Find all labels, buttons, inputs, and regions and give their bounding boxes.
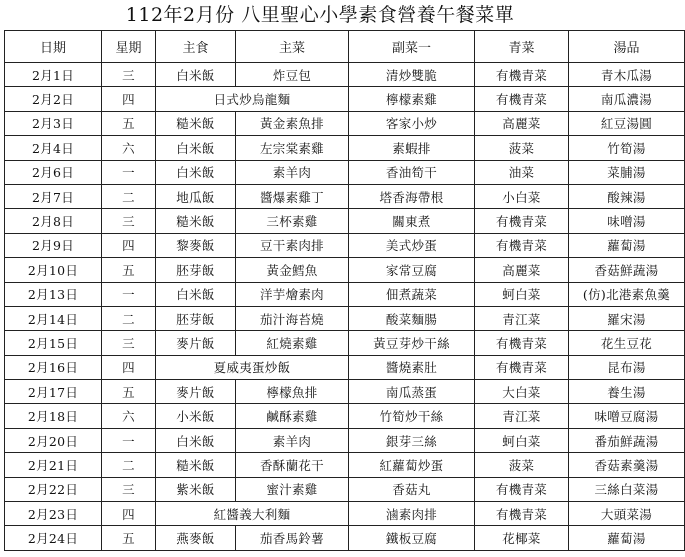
table-row <box>5 111 685 135</box>
soup-cell: 羅宋湯 <box>569 306 685 330</box>
soup-cell: (仿)北港素魚羹 <box>569 282 685 306</box>
table-row <box>5 184 685 208</box>
staple-cell: 胚芽飯 <box>156 258 236 282</box>
table-row <box>5 160 685 184</box>
table-row <box>5 209 685 233</box>
table-row <box>5 428 685 452</box>
header-row <box>5 31 685 63</box>
table-row <box>5 453 685 477</box>
date-cell: 2月4日 <box>5 136 102 160</box>
main-dish-cell: 紅燒素雞 <box>236 331 349 355</box>
vegetable-cell: 花椰菜 <box>475 526 569 550</box>
side-dish-cell: 銀芽三絲 <box>349 428 475 452</box>
staple-cell: 白米飯 <box>156 160 236 184</box>
table-row <box>5 233 685 257</box>
staple-cell: 小米飯 <box>156 404 236 428</box>
combined-meal-cell: 日式炒烏龍麵 <box>156 87 349 111</box>
side-dish-cell: 竹筍炒干絲 <box>349 404 475 428</box>
vegetable-cell: 有機青菜 <box>475 355 569 379</box>
weekday-cell: 五 <box>102 111 156 135</box>
date-cell: 2月9日 <box>5 233 102 257</box>
staple-cell: 胚芽飯 <box>156 306 236 330</box>
vegetable-cell: 青江菜 <box>475 404 569 428</box>
main-dish-cell: 醬爆素雞丁 <box>236 184 349 208</box>
table-row <box>5 502 685 526</box>
soup-cell: 菜脯湯 <box>569 160 685 184</box>
weekday-cell: 四 <box>102 233 156 257</box>
date-cell: 2月3日 <box>5 111 102 135</box>
weekday-cell: 四 <box>102 355 156 379</box>
vegetable-cell: 有機青菜 <box>475 63 569 87</box>
header-main-dish: 主菜 <box>236 31 349 63</box>
staple-cell: 燕麥飯 <box>156 526 236 550</box>
staple-cell: 麥片飯 <box>156 331 236 355</box>
side-dish-cell: 家常豆腐 <box>349 258 475 282</box>
vegetable-cell: 油菜 <box>475 160 569 184</box>
table-row <box>5 258 685 282</box>
staple-cell: 白米飯 <box>156 136 236 160</box>
weekday-cell: 二 <box>102 306 156 330</box>
vegetable-cell: 小白菜 <box>475 184 569 208</box>
main-dish-cell: 茄汁海苔燒 <box>236 306 349 330</box>
vegetable-cell: 有機青菜 <box>475 87 569 111</box>
weekday-cell: 一 <box>102 160 156 184</box>
table-row <box>5 63 685 87</box>
side-dish-cell: 客家小炒 <box>349 111 475 135</box>
date-cell: 2月13日 <box>5 282 102 306</box>
date-cell: 2月14日 <box>5 306 102 330</box>
soup-cell: 青木瓜湯 <box>569 63 685 87</box>
main-dish-cell: 三杯素雞 <box>236 209 349 233</box>
soup-cell: 三絲白菜湯 <box>569 477 685 501</box>
date-cell: 2月1日 <box>5 63 102 87</box>
weekday-cell: 二 <box>102 453 156 477</box>
vegetable-cell: 高麗菜 <box>475 258 569 282</box>
side-dish-cell: 醬燒素肚 <box>349 355 475 379</box>
side-dish-cell: 塔香海帶根 <box>349 184 475 208</box>
table-row <box>5 87 685 111</box>
soup-cell: 南瓜濃湯 <box>569 87 685 111</box>
vegetable-cell: 有機青菜 <box>475 209 569 233</box>
header-soup: 湯品 <box>569 31 685 63</box>
main-dish-cell: 鹹酥素雞 <box>236 404 349 428</box>
date-cell: 2月8日 <box>5 209 102 233</box>
vegetable-cell: 蚵白菜 <box>475 282 569 306</box>
date-cell: 2月17日 <box>5 380 102 404</box>
weekday-cell: 二 <box>102 184 156 208</box>
weekday-cell: 四 <box>102 87 156 111</box>
soup-cell: 昆布湯 <box>569 355 685 379</box>
weekday-cell: 五 <box>102 380 156 404</box>
table-row <box>5 282 685 306</box>
side-dish-cell: 酸菜麵腸 <box>349 306 475 330</box>
date-cell: 2月23日 <box>5 502 102 526</box>
date-cell: 2月20日 <box>5 428 102 452</box>
staple-cell: 白米飯 <box>156 63 236 87</box>
combined-meal-cell: 紅醬義大利麵 <box>156 502 349 526</box>
vegetable-cell: 有機青菜 <box>475 502 569 526</box>
weekday-cell: 一 <box>102 282 156 306</box>
date-cell: 2月22日 <box>5 477 102 501</box>
main-dish-cell: 檸檬魚排 <box>236 380 349 404</box>
vegetable-cell: 菠菜 <box>475 136 569 160</box>
date-cell: 2月7日 <box>5 184 102 208</box>
side-dish-cell: 滷素肉排 <box>349 502 475 526</box>
weekday-cell: 四 <box>102 502 156 526</box>
side-dish-cell: 鐵板豆腐 <box>349 526 475 550</box>
table-row <box>5 526 685 550</box>
weekday-cell: 六 <box>102 136 156 160</box>
vegetable-cell: 高麗菜 <box>475 111 569 135</box>
side-dish-cell: 清炒雙脆 <box>349 63 475 87</box>
side-dish-cell: 關東煮 <box>349 209 475 233</box>
staple-cell: 糙米飯 <box>156 453 236 477</box>
date-cell: 2月2日 <box>5 87 102 111</box>
staple-cell: 紫米飯 <box>156 477 236 501</box>
soup-cell: 紅豆湯圓 <box>569 111 685 135</box>
side-dish-cell: 檸檬素雞 <box>349 87 475 111</box>
vegetable-cell: 青江菜 <box>475 306 569 330</box>
side-dish-cell: 香油筍干 <box>349 160 475 184</box>
main-dish-cell: 香酥蘭花干 <box>236 453 349 477</box>
soup-cell: 竹筍湯 <box>569 136 685 160</box>
side-dish-cell: 佃煮蔬菜 <box>349 282 475 306</box>
soup-cell: 番茄鮮蔬湯 <box>569 428 685 452</box>
side-dish-cell: 南瓜蒸蛋 <box>349 380 475 404</box>
soup-cell: 味噌湯 <box>569 209 685 233</box>
menu-body <box>5 63 685 551</box>
staple-cell: 白米飯 <box>156 282 236 306</box>
main-dish-cell: 蜜汁素雞 <box>236 477 349 501</box>
date-cell: 2月18日 <box>5 404 102 428</box>
vegetable-cell: 蚵白菜 <box>475 428 569 452</box>
menu-table <box>4 30 685 551</box>
main-dish-cell: 黃金素魚排 <box>236 111 349 135</box>
side-dish-cell: 黃豆芽炒干絲 <box>349 331 475 355</box>
vegetable-cell: 有機青菜 <box>475 331 569 355</box>
main-dish-cell: 素羊肉 <box>236 160 349 184</box>
soup-cell: 香菇鮮蔬湯 <box>569 258 685 282</box>
weekday-cell: 三 <box>102 477 156 501</box>
header-weekday: 星期 <box>102 31 156 63</box>
main-dish-cell: 黃金鱈魚 <box>236 258 349 282</box>
side-dish-cell: 紅蘿蔔炒蛋 <box>349 453 475 477</box>
date-cell: 2月21日 <box>5 453 102 477</box>
date-cell: 2月16日 <box>5 355 102 379</box>
date-cell: 2月10日 <box>5 258 102 282</box>
weekday-cell: 三 <box>102 331 156 355</box>
vegetable-cell: 有機青菜 <box>475 233 569 257</box>
staple-cell: 白米飯 <box>156 428 236 452</box>
vegetable-cell: 菠菜 <box>475 453 569 477</box>
soup-cell: 大頭菜湯 <box>569 502 685 526</box>
staple-cell: 糙米飯 <box>156 209 236 233</box>
side-dish-cell: 美式炒蛋 <box>349 233 475 257</box>
main-dish-cell: 豆干素肉排 <box>236 233 349 257</box>
main-dish-cell: 洋芋燴素肉 <box>236 282 349 306</box>
main-dish-cell: 左宗棠素雞 <box>236 136 349 160</box>
vegetable-cell: 有機青菜 <box>475 477 569 501</box>
date-cell: 2月15日 <box>5 331 102 355</box>
table-row <box>5 380 685 404</box>
staple-cell: 糙米飯 <box>156 111 236 135</box>
soup-cell: 味噌豆腐湯 <box>569 404 685 428</box>
weekday-cell: 三 <box>102 63 156 87</box>
table-row <box>5 136 685 160</box>
main-dish-cell: 素羊肉 <box>236 428 349 452</box>
date-cell: 2月6日 <box>5 160 102 184</box>
main-dish-cell: 炸豆包 <box>236 63 349 87</box>
table-row <box>5 355 685 379</box>
staple-cell: 麥片飯 <box>156 380 236 404</box>
staple-cell: 地瓜飯 <box>156 184 236 208</box>
header-date: 日期 <box>5 31 102 63</box>
staple-cell: 黎麥飯 <box>156 233 236 257</box>
main-dish-cell: 茄香馬鈴薯 <box>236 526 349 550</box>
table-row <box>5 306 685 330</box>
header-side-dish: 副菜一 <box>349 31 475 63</box>
date-cell: 2月24日 <box>5 526 102 550</box>
header-staple: 主食 <box>156 31 236 63</box>
soup-cell: 蘿蔔湯 <box>569 526 685 550</box>
weekday-cell: 六 <box>102 404 156 428</box>
weekday-cell: 五 <box>102 526 156 550</box>
soup-cell: 香菇素羹湯 <box>569 453 685 477</box>
weekday-cell: 一 <box>102 428 156 452</box>
weekday-cell: 三 <box>102 209 156 233</box>
side-dish-cell: 香菇丸 <box>349 477 475 501</box>
header-vegetable: 青菜 <box>475 31 569 63</box>
table-row <box>5 331 685 355</box>
vegetable-cell: 大白菜 <box>475 380 569 404</box>
side-dish-cell: 素蝦排 <box>349 136 475 160</box>
table-row <box>5 477 685 501</box>
soup-cell: 養生湯 <box>569 380 685 404</box>
soup-cell: 蘿蔔湯 <box>569 233 685 257</box>
table-row <box>5 404 685 428</box>
weekday-cell: 五 <box>102 258 156 282</box>
soup-cell: 花生豆花 <box>569 331 685 355</box>
combined-meal-cell: 夏威夷蛋炒飯 <box>156 355 349 379</box>
soup-cell: 酸辣湯 <box>569 184 685 208</box>
page-title: 112年2月份 八里聖心小學素食營養午餐菜單 <box>125 4 515 26</box>
